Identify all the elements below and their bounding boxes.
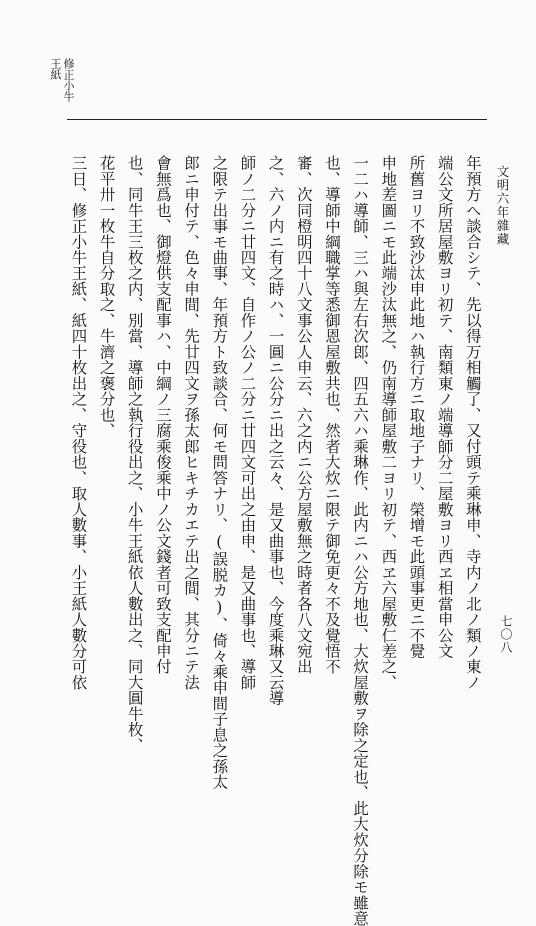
text-column: 郎ニ申付テ、色々申間、先廿四文ヲ孫太郎ヒキチカエテ出之間、其分ニテ法 xyxy=(182,155,201,691)
text-column: 也、同牛王三枚之内、別當、導師之執行役出之、小牛王紙依人數出之、同大圓牛枚、 xyxy=(125,155,144,754)
text-column: 之限テ出事モ曲事、年預方ト致談合、何モ問答ナリ、(誤脱カ)、倚々乘申間子息之孫太 xyxy=(210,155,229,790)
text-column: 師ノ二分ニ廿四文、自作ノ公ノ二分ニ廿四文可出之由申、是又曲事也、導師 xyxy=(238,155,257,691)
text-column: 所舊ヨリ不致沙汰申此地ハ執行方ニ取地子ナリ、榮增モ此頭事更ニ不覺 xyxy=(407,155,426,659)
margin-note-line: 修正小牛 xyxy=(62,58,75,102)
text-column: 也、導師中綱職掌等悉御恩屋敷共也、然者大炊ニ限テ御免更々不及覺悟不 xyxy=(322,155,341,675)
running-head: 文明六年雜藏 xyxy=(495,165,510,246)
text-column: 一二ハ導師、三ハ與左右次郎、四五六ハ乘琳作、此内ニハ公方地也、大炊屋敷ヲ除之定也、此大炊分除モ雖意 xyxy=(351,155,370,926)
page-number: 七〇八 xyxy=(499,615,513,654)
margin-note-line: 王紙 xyxy=(49,58,62,80)
text-column: 之、六ノ内ニ有之時ハ、一圓ニ公分ニ出之云々、是又曲事也、今度乘琳又云導 xyxy=(266,155,285,706)
text-column: 申地差圖ニモ此端沙汰無之、仍南導師屋敷二ヨリ初テ、西ヱ六屋敷仁差之、 xyxy=(379,155,398,691)
header-rule xyxy=(67,119,487,120)
text-column: 端公文所居屋敷ヨリ初テ、南類東ノ端導師分二屋敷ヨリ西ヱ相當申公文 xyxy=(435,155,454,659)
text-column: 三日、修正小牛王紙、紙四十枚出之、守役也、取人數事、小王紙人數分可依 xyxy=(69,155,88,691)
text-column: 會無爲也、御燈供支配事ハ、中綱ノ三腐乘俊乘中ノ公文錢者可致支配申付 xyxy=(153,155,172,675)
text-column: 年預方へ談合シテ、先以得万相觸了、又付頭テ乘琳申、寺内ノ北ノ類ノ東ノ xyxy=(463,155,482,691)
body-text xyxy=(69,155,482,926)
margin-note xyxy=(34,58,75,102)
text-column: 花平卅一枚牛自分取之、牛濟之褒分也、 xyxy=(97,155,116,439)
text-column: 審、次同橙明四十八文事公人申云、六之内ニ公方屋敷無之時者各八文宛出 xyxy=(294,155,313,675)
